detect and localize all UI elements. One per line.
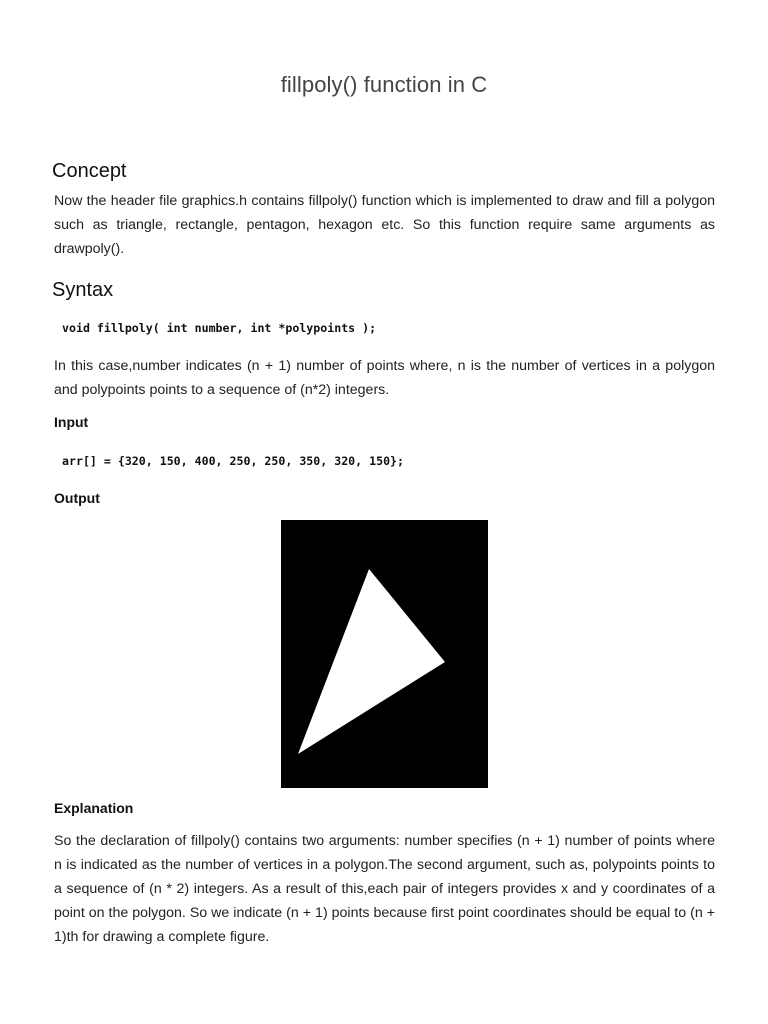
syntax-paragraph: In this case,number indicates (n + 1) number of points where, n is the number of vertices in a polygon and polypoints points to a sequence of (n*2) integers. <box>54 358 715 398</box>
explanation-paragraph: So the declaration of fillpoly() contains two arguments: number specifies (n + 1) number of points where n is indicated as the number of vertices in a polygon.The second argument, such as, polypoints points to a sequence of (n * 2) integers. As a result of this,each pair of integers provides x and y coordinates of a point on the polygon. So we indicate (n + 1) points because first point coordinates should be equal to (n + 1)th for drawing a complete figure. <box>54 833 715 945</box>
input-code: arr[] = {320, 150, 400, 250, 250, 350, 320, 150}; <box>62 454 405 468</box>
concept-heading: Concept <box>52 160 127 182</box>
syntax-heading: Syntax <box>52 279 114 301</box>
explanation-heading: Explanation <box>54 800 134 816</box>
input-heading: Input <box>54 414 89 430</box>
syntax-code: void fillpoly( int number, int *polypoints ); <box>62 321 377 335</box>
concept-paragraph: Now the header file graphics.h contains fillpoly() function which is implemented to draw and fill a polygon such as triangle, rectangle, pentagon, hexagon etc. So this function require same arguments as drawpoly(). <box>54 193 715 257</box>
page-title: fillpoly() function in C <box>280 72 488 97</box>
output-canvas <box>281 520 488 788</box>
output-heading: Output <box>54 490 100 506</box>
output-image <box>281 520 488 788</box>
